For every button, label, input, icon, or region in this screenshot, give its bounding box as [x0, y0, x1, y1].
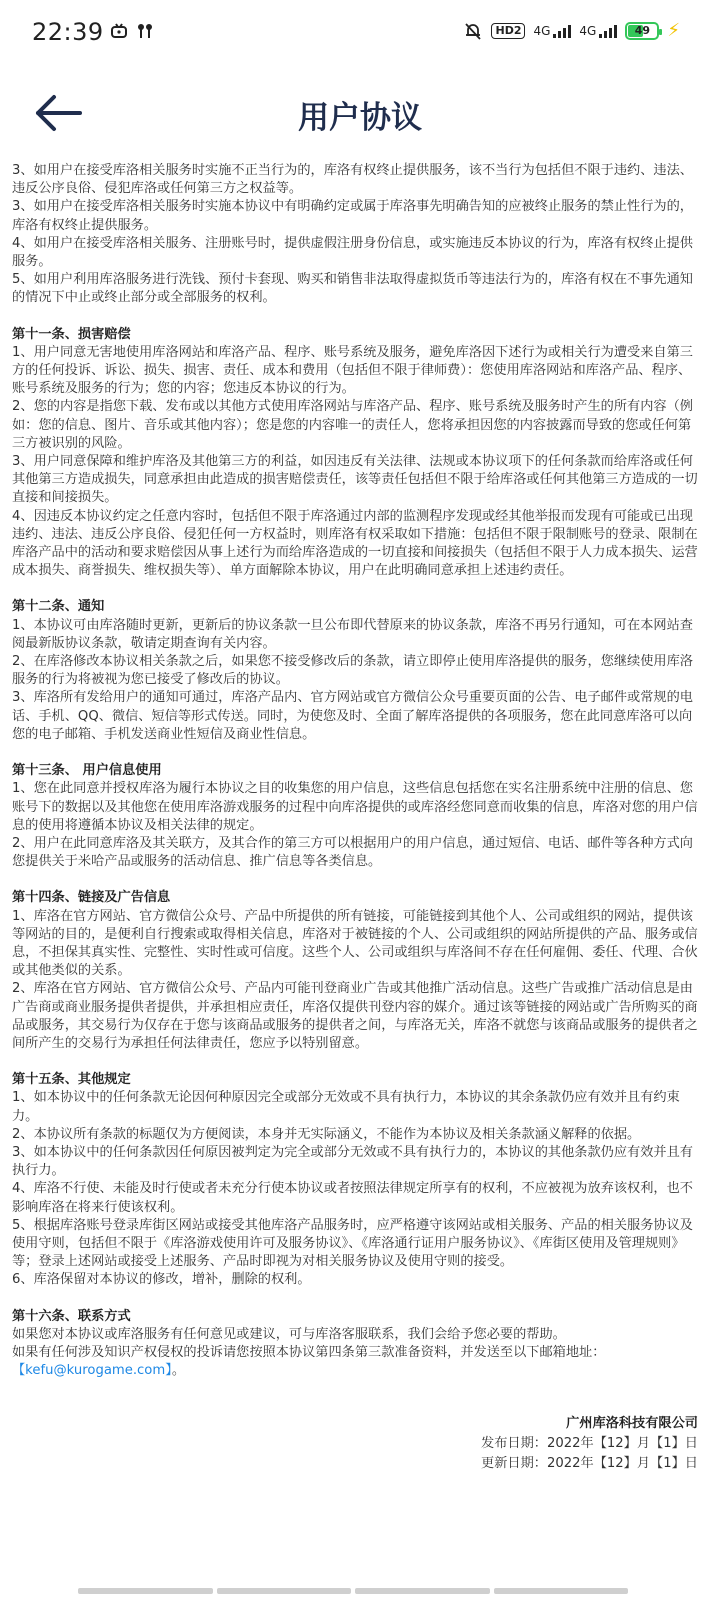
signal-strength-icon: 4G	[579, 24, 617, 38]
section-title: 第十三条、 用户信息使用	[12, 763, 162, 779]
signal-strength-icon: 4G	[533, 24, 571, 38]
status-left-icons	[110, 22, 154, 40]
clause-item: 1、用户同意无害地使用库洛网站和库洛产品、程序、账号系统及服务，避免库洛因下述行为或相关行为遭受来自第三方的任何投诉、诉讼、损失、损害、责任、成本和费用（包括但不限于律师费）：您使用库洛网站和库洛产品、程序、账号系统及服务的行为；您的内容；您违反本协议的行为。	[12, 344, 693, 397]
scroll-indicator	[78, 1588, 628, 1594]
clause-item: 1、如本协议中的任何条款无论因何种原因完全或部分无效或不具有执行力，本协议的其余条款仍应有效并且有约束力。	[12, 1090, 680, 1124]
clause-item: 3、如用户在接受库洛相关服务时实施不正当行为的，库洛有权终止提供服务，该不当行为包括但不限于违约、违法、违反公序良俗、侵犯库洛或任何第三方之权益等。	[12, 163, 693, 197]
section-title: 第十二条、通知	[12, 599, 105, 615]
clause-item: 4、如用户在接受库洛相关服务、注册账号时，提供虚假注册身份信息，或实施违反本协议的行为，库洛有权终止提供服务。	[12, 235, 693, 270]
email-suffix: 。	[171, 1363, 185, 1379]
page-header	[0, 66, 720, 158]
section-title: 第十四条、链接及广告信息	[12, 890, 171, 906]
tv-app-icon	[110, 22, 128, 40]
clause-item: 2、本协议所有条款的标题仅为方便阅读，本身并无实际涵义，不能作为本协议及相关条款涵义解释的依据。	[12, 1126, 641, 1142]
status-bar	[0, 0, 720, 66]
contact-email-line	[12, 1362, 698, 1380]
clause-item: 3、如本协议中的任何条款因任何原因被判定为完全或部分无效或不具有执行力的，本协议的其他条款仍应有效并且有执行力。	[12, 1144, 693, 1179]
section-links-ads	[12, 889, 698, 1053]
company-name: 广州库洛科技有限公司	[566, 1416, 698, 1432]
clause-item: 如果您对本协议或库洛服务有任何意见或建议，可与库洛客服联系，我们会给予您必要的帮助。	[12, 1326, 566, 1342]
clause-item: 2、用户在此同意库洛及其关联方，及其合作的第三方可以根据用户的用户信息，通过短信、电话、邮件等各种方式向您提供关于米哈产品或服务的活动信息、推广信息等各类信息。	[12, 835, 693, 870]
charging-bolt-icon: ⚡	[667, 20, 680, 41]
clause-item: 5、如用户利用库洛服务进行洗钱、预付卡套现、购买和销售非法取得虚拟货币等违法行为的，库洛有权在不事先通知的情况下中止或终止部分或全部服务的权利。	[12, 272, 693, 306]
clause-item: 5、根据库洛账号登录库街区网站或接受其他库洛产品服务时，应严格遵守该网站或相关服务、产品的相关服务协议及使用守则，包括但不限于《库洛游戏使用许可及服务协议》、《库洛通行证用户服务协议》、《库街区使用及管理规则》等；登录上述网站或接受上述服务、产品时即视为对相关服务协议及使用守则的接受。	[12, 1217, 693, 1270]
section-damages	[12, 326, 698, 581]
section-notice	[12, 598, 698, 744]
update-date: 更新日期：2022年【12】月【1】日	[481, 1456, 698, 1472]
clause-item: 1、您在此同意并授权库洛为履行本协议之目的收集您的用户信息，这些信息包括您在实名注册系统中注册的信息、您账号下的数据以及其他您在使用库洛游戏服务的过程中向库洛提供的或库洛经您同意而收集的信息，库洛对您的用户信息的使用将遵循本协议及相关法律的规定。	[12, 781, 698, 833]
mute-bell-icon	[463, 21, 483, 41]
clause-item: 1、本协议可由库洛随时更新，更新后的协议条款一旦公布即代替原来的协议条款，库洛不再另行通知，可在本网站查阅最新版协议条款，敬请定期查询有关内容。	[12, 617, 693, 651]
clause-item: 2、库洛在官方网站、官方微信公众号、产品内可能刊登商业广告或其他推广活动信息。这些广告或推广活动信息是由广告商或商业服务提供者提供，并承担相应责任，库洛仅提供刊登内容的媒介。通过该等链接的网站或广告所购买的商品或服务，其交易行为仅存在于您与该商品或服务的提供者之间，与库洛无关，库洛不就您与该商品或服务的提供者之间所产生的交易行为承担任何法律责任，您应予以特别留意。	[12, 981, 698, 1051]
page-title: 用户协议	[298, 100, 422, 136]
clause-item: 如果有任何涉及知识产权侵权的投诉请您按照本协议第四条第三款准备资料，并发送至以下邮箱地址：	[12, 1344, 606, 1360]
agreement-footer	[12, 1414, 698, 1474]
clause-item: 2、您的内容是指您下载、发布或以其他方式使用库洛网站与库洛产品、程序、账号系统及服务时产生的所有内容（例如：您的信息、图片、音乐或其他内容）；您是您的内容唯一的责任人，您将承担因您的内容披露而导致的您或任何第三方被识别的风险。	[12, 399, 693, 451]
section-user-info	[12, 762, 698, 871]
clause-item: 4、库洛不行使、未能及时行使或者未充分行使本协议或者按照法律规定所享有的权利，不应被视为放弃该权利，也不影响库洛在将来行使该权利。	[12, 1181, 693, 1215]
clause-item: 1、库洛在官方网站、官方微信公众号、产品中所提供的所有链接，可能链接到其他个人、公司或组织的网站，提供该等网站的目的，是便利自行搜索或取得相关信息，库洛对于被链接的个人、公司或组织的网站所提供的产品、服务或信息，不担保其真实性、完整性、实时性或可信度。这些个人、公司或组织与库洛间不存在任何雇佣、委任、代理、合伙或其他类似的关系。	[12, 908, 698, 979]
clause-item: 3、库洛所有发给用户的通知可通过，库洛产品内、官方网站或官方微信公众号重要页面的公告、电子邮件或常规的电话、手机、QQ、微信、短信等形式传送。同时，为使您及时、全面了解库洛提供的各项服务，您在此同意库洛可以向您的电子邮箱、手机发送商业性短信及商业性信息。	[12, 690, 693, 742]
clause-item: 6、库洛保留对本协议的修改，增补，删除的权利。	[12, 1272, 311, 1288]
clause-item: 2、在库洛修改本协议相关条款之后，如果您不接受修改后的条款，请立即停止使用库洛提供的服务，您继续使用库洛服务的行为将被视为您已接受了修改后的协议。	[12, 654, 693, 688]
clause-item: 4、因违反本协议约定之任意内容时，包括但不限于库洛通过内部的监测程序发现或经其他举报而发现有可能或已出现违约、违法、违反公序良俗、侵犯任何一方权益时，则库洛有权采取如下措施：包括但不限于限制账号的登录、限制在库洛产品中的活动和要求赔偿因从事上述行为而给库洛造成的一切直接和间接损失（包括但不限于人力成本损失、运营成本损失、商誉损失、维权损失等）、单方面解除本协议，用户在此明确同意承担上述违约责任。	[12, 508, 698, 579]
section-title: 第十六条、联系方式	[12, 1308, 131, 1324]
clause-item: 3、用户同意保障和维护库洛及其他第三方的利益，如因违反有关法律、法规或本协议项下的任何条款而给库洛或任何其他第三方造成损失，同意承担由此造成的损害赔偿责任，该等责任包括但不限于给库洛或任何其他第三方造成的一切直接和间接损失。	[12, 454, 698, 506]
status-time: 22:39	[32, 18, 104, 46]
hd-voice-badge: HD2	[491, 23, 525, 39]
intro-section	[12, 162, 698, 308]
earbuds-icon	[136, 22, 154, 40]
section-contact	[12, 1308, 698, 1381]
section-other	[12, 1071, 698, 1289]
status-right-icons	[463, 20, 680, 41]
section-title: 第十一条、损害赔偿	[12, 326, 131, 342]
agreement-content	[12, 162, 698, 1474]
publish-date: 发布日期：2022年【12】月【1】日	[481, 1436, 698, 1452]
clause-item: 3、如用户在接受库洛相关服务时实施本协议中有明确约定或属于库洛事先明确告知的应被终止服务的禁止性行为的，库洛有权终止提供服务。	[12, 199, 693, 233]
section-title: 第十五条、其他规定	[12, 1072, 131, 1088]
contact-email-link[interactable]: 【kefu@kurogame.com】	[12, 1363, 172, 1379]
battery-icon: 49	[625, 22, 659, 40]
